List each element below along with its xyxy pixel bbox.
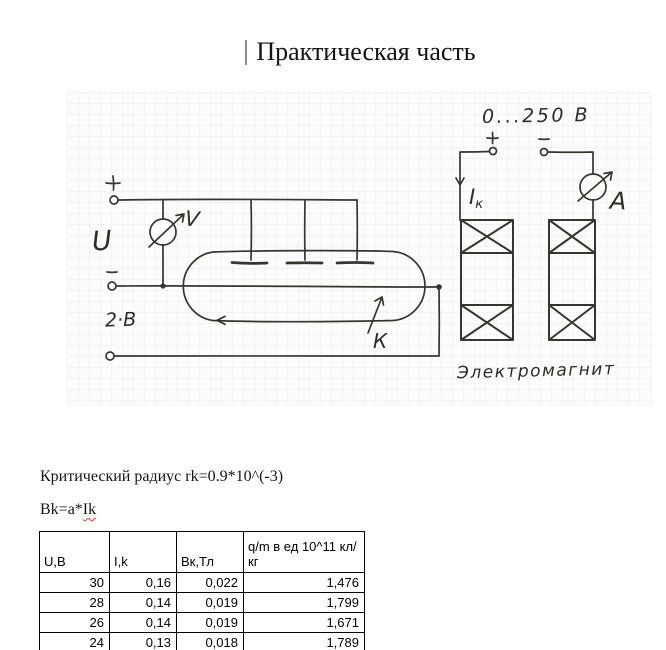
table-cell: 24 bbox=[40, 633, 110, 650]
label-cathode: К bbox=[373, 329, 388, 353]
circuit-diagram-image bbox=[67, 92, 653, 406]
circuit-diagram-svg bbox=[67, 92, 653, 406]
label-electromagnet: Электромагнит bbox=[456, 359, 616, 384]
table-row bbox=[40, 633, 365, 650]
table-row bbox=[40, 573, 365, 593]
table-body bbox=[40, 573, 365, 650]
table-cell: 1,671 bbox=[244, 613, 365, 633]
label-battery: 2·В bbox=[104, 308, 137, 332]
critical-radius-text: Критический радиус rk=0.9*10^(-3) bbox=[40, 468, 284, 485]
label-ammeter: A bbox=[609, 186, 628, 216]
table-header-row bbox=[40, 532, 365, 573]
formula-spellcheck-word: Ik bbox=[82, 501, 97, 518]
graph-paper-grid bbox=[67, 92, 653, 406]
table-cell: 0,14 bbox=[110, 593, 177, 613]
header-qm: q/m в ед 10^11 кл/кг bbox=[244, 532, 365, 573]
table-cell: 1,799 bbox=[244, 593, 365, 613]
table-row bbox=[40, 613, 365, 633]
table-row bbox=[40, 593, 365, 613]
battery-terminal-icon bbox=[106, 352, 114, 360]
electrode-plates bbox=[232, 263, 373, 264]
table-cell: 0,022 bbox=[177, 573, 244, 593]
header-bk: Вк,Тл bbox=[177, 532, 244, 573]
measurements-table bbox=[39, 531, 365, 650]
table-cell: 0,13 bbox=[110, 633, 177, 650]
formula-text bbox=[40, 500, 96, 519]
table-cell: 0,019 bbox=[177, 593, 244, 613]
table-cell: 28 bbox=[40, 593, 110, 613]
table-cell: 0,16 bbox=[110, 573, 177, 593]
table-cell: 0,018 bbox=[177, 633, 244, 650]
table-cell: 0,14 bbox=[110, 613, 177, 633]
header-ik: I,k bbox=[110, 532, 177, 573]
table-cell: 30 bbox=[40, 573, 110, 593]
junction-dot bbox=[436, 284, 442, 290]
table-cell: 1,789 bbox=[244, 633, 365, 650]
page-title: Практическая часть bbox=[256, 37, 476, 66]
formula-prefix: Bk=a* bbox=[40, 501, 83, 518]
label-coil-current: Iк bbox=[469, 185, 484, 212]
table-cell: 26 bbox=[40, 613, 110, 633]
label-source-u: U bbox=[90, 225, 113, 258]
anode-top-wire bbox=[118, 199, 357, 200]
label-voltmeter: V bbox=[183, 206, 201, 232]
table-cell: 1,476 bbox=[244, 573, 365, 593]
label-voltage-range: 0...250 В bbox=[481, 104, 591, 128]
header-ub: U,B bbox=[40, 532, 110, 573]
table-cell: 0,019 bbox=[177, 613, 244, 633]
